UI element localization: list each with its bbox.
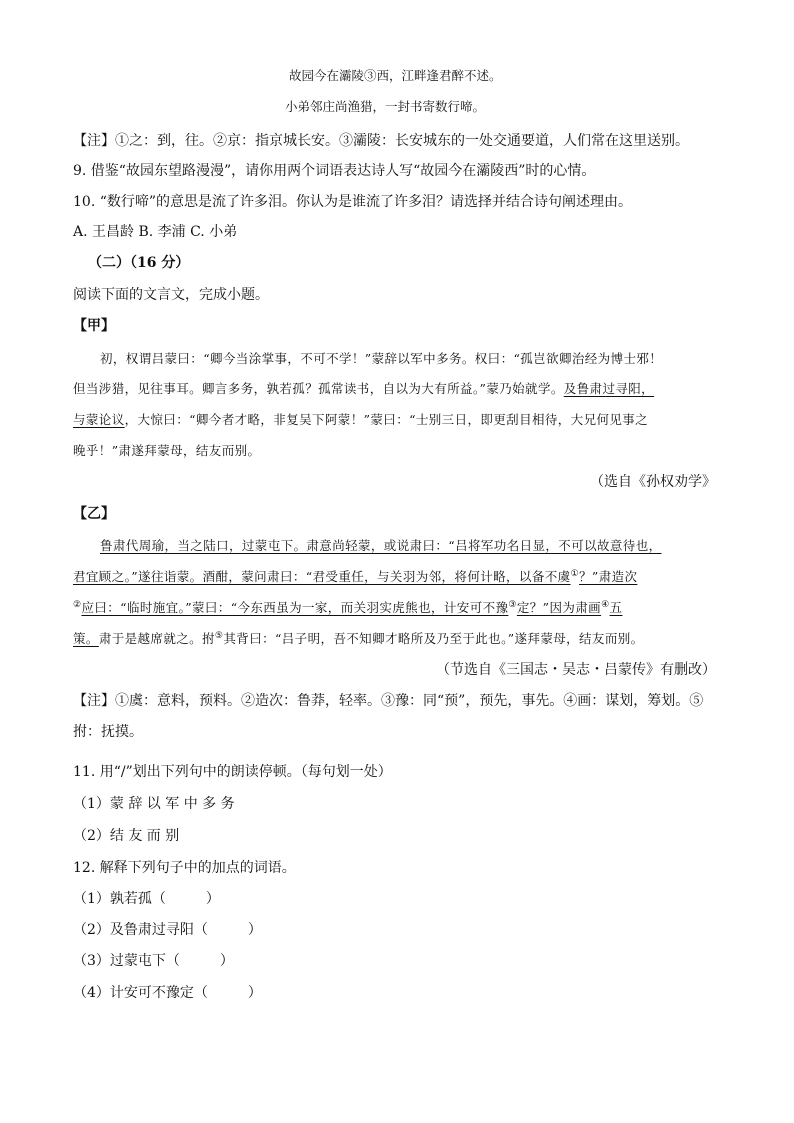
jia-line-1: 初，权谓吕蒙曰：“卿今当涂掌事，不可不学！”蒙辞以军中多务。权曰：“孤岂欲卿治经为博士邪！ bbox=[100, 351, 663, 366]
question-12-item-4-text: （4）计安可不豫定（ bbox=[73, 985, 208, 1001]
question-12-item-3 bbox=[73, 951, 234, 971]
yi-line-4-underlined: 策。 bbox=[73, 631, 99, 646]
close-paren: ） bbox=[205, 891, 220, 907]
jia-source: （选自《孙权劝学》 bbox=[590, 474, 716, 490]
yi-label: 【乙】 bbox=[73, 506, 115, 522]
note-2-line-2: 拊：抚摸。 bbox=[73, 724, 143, 740]
jia-label: 【甲】 bbox=[73, 318, 115, 334]
question-12-item-2-text: （2）及鲁肃过寻阳（ bbox=[73, 922, 208, 938]
yi-line-3-text: 应曰：“临时施宜。”蒙曰：“今东西虽为一家，而关羽实虎熊也，计安可不豫 bbox=[81, 600, 509, 615]
jia-line-4: 晚乎！”肃遂拜蒙母，结友而别。 bbox=[73, 443, 261, 458]
question-12: 12. 解释下列句子中的加点的词语。 bbox=[73, 860, 296, 876]
question-9: 9. 借鉴“故园东望路漫漫”，请你用两个词语表达诗人写“故园今在灞陵西”时的心情。 bbox=[73, 163, 596, 179]
yi-source: （节选自《三国志・吴志・吕蒙传》有删改） bbox=[436, 662, 716, 678]
yi-note-marker-3: ③ bbox=[508, 600, 517, 610]
jia-line-2-text: 但当涉猎，见往事耳。卿言多务，孰若孤？孤常读书，自以为大有所益。”蒙乃始就学。 bbox=[73, 381, 564, 396]
close-paren: ） bbox=[247, 985, 262, 1001]
note-1: 【注】①之：到，往。②京：指京城长安。③灞陵：长安城东的一处交通要道，人们常在这里送别。 bbox=[73, 133, 689, 149]
yi-line-3-mid: 定？”因为肃画 bbox=[516, 600, 602, 615]
jia-line-3 bbox=[73, 410, 648, 430]
question-12-item-1-text: （1）孰若孤（ bbox=[73, 891, 166, 907]
question-12-item-4 bbox=[73, 983, 262, 1003]
yi-note-marker-5: ⑤ bbox=[214, 631, 224, 641]
poem-line-2: 小弟邻庄尚渔猎，一封书寄数行啼。 bbox=[285, 99, 486, 114]
yi-line-2-end: ？”肃造次 bbox=[579, 569, 638, 584]
jia-underlined-2: 与蒙论议 bbox=[73, 412, 125, 427]
yi-line-2-text: 君宜顾之。”遂往诣蒙。酒酣，蒙问肃曰：“君受重任，与关羽为邻，将何计略，以备不虞 bbox=[73, 569, 571, 584]
close-paren: ） bbox=[247, 922, 262, 938]
section-2-intro: 阅读下面的文言文，完成小题。 bbox=[73, 287, 269, 303]
yi-line-3 bbox=[73, 598, 622, 620]
yi-line-4-end: 其背曰：“吕子明，吾不知卿才略所及乃至于此也。”遂拜蒙母，结友而别。 bbox=[223, 631, 644, 646]
question-11: 11. 用“/”划出下列句中的朗读停顿。（每句划一处） bbox=[73, 764, 392, 780]
yi-note-marker-1: ① bbox=[570, 569, 580, 579]
section-2-title: （二）（16 分） bbox=[88, 255, 190, 271]
note-2-line-1: 【注】①虞：意料，预料。②造次：鲁莽，轻率。③豫：同“预”，预先，事先。④画：谋划，筹划。⑤ bbox=[73, 693, 704, 709]
jia-line-3-text: ，大惊曰：“卿今者才略，非复吴下阿蒙！”蒙曰：“士别三日，即更刮目相待，大兄何见事之 bbox=[124, 412, 649, 427]
question-10: 10. “数行啼”的意思是流了许多泪。你认为是谁流了许多泪？请选择并结合诗句阐述理由。 bbox=[73, 194, 633, 210]
yi-note-marker-2: ② bbox=[73, 600, 82, 610]
question-11-item-2: （2）结 友 而 别 bbox=[73, 828, 180, 844]
question-12-item-2 bbox=[73, 920, 262, 940]
yi-line-4-text: 肃于是越席就之。拊 bbox=[98, 631, 215, 646]
poem-line-1: 故园今在灞陵③西，江畔逢君醉不述。 bbox=[289, 68, 502, 83]
yi-line-4 bbox=[73, 629, 644, 651]
question-12-item-1 bbox=[73, 889, 220, 909]
close-paren: ） bbox=[219, 953, 234, 969]
question-10-options: A. 王昌龄 B. 李浦 C. 小弟 bbox=[73, 224, 238, 240]
yi-note-marker-4: ④ bbox=[601, 600, 610, 610]
yi-line-3-end: 五 bbox=[609, 600, 623, 615]
jia-line-2 bbox=[73, 379, 654, 399]
yi-line-2 bbox=[73, 567, 637, 589]
yi-line-1: 鲁肃代周瑜，当之陆口，过蒙屯下。肃意尚轻蒙，或说肃曰：“吕将军功名日显，不可以故意待也， bbox=[100, 538, 662, 553]
question-11-item-1: （1）蒙 辞 以 军 中 多 务 bbox=[73, 796, 235, 812]
jia-underlined-1: 及鲁肃过寻阳， bbox=[563, 381, 655, 396]
question-12-item-3-text: （3）过蒙屯下（ bbox=[73, 953, 180, 969]
